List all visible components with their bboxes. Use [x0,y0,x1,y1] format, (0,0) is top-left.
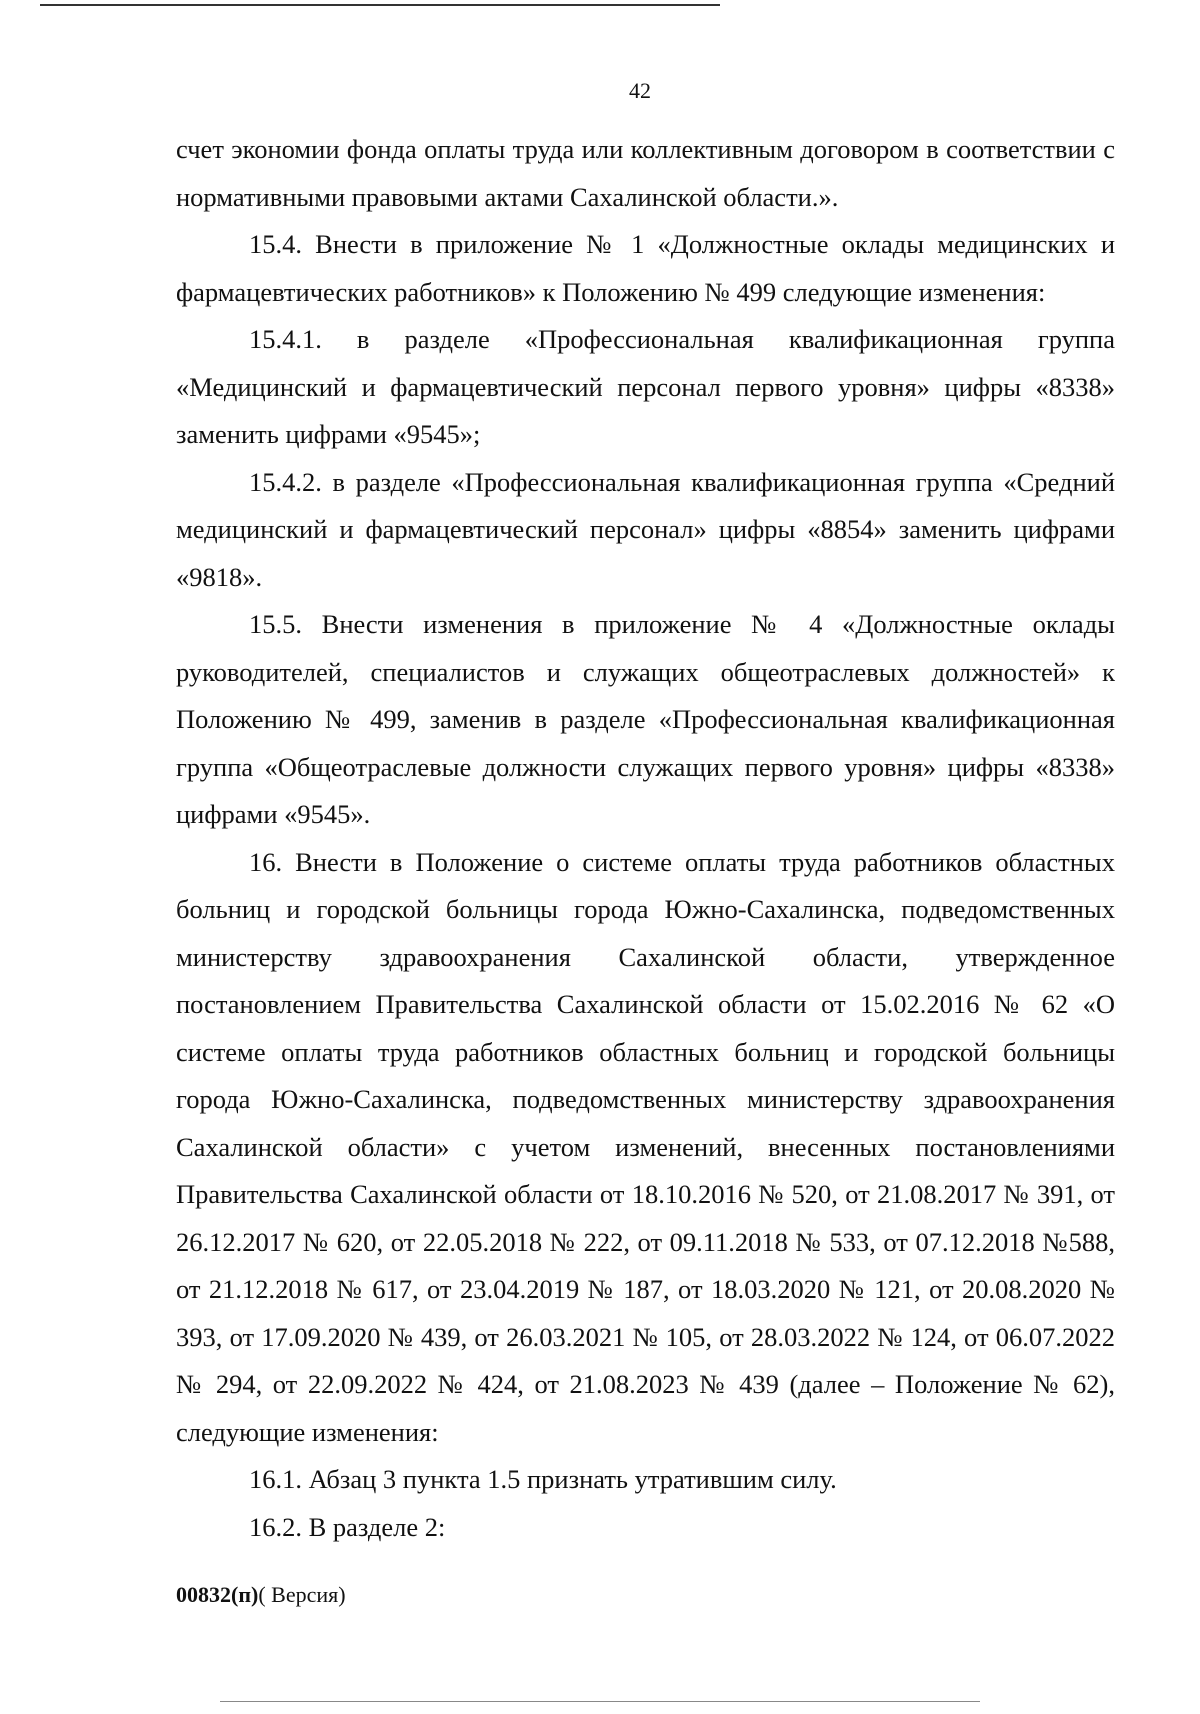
paragraph-16: 16. Внести в Положение о системе оплаты труда работников областных больниц и городской больницы города Южно-Сахалинска, подведомственных министерству здравоохранения Сахалинской области, утвержденное постановлением Правительства Сахалинской области от 15.02.2016 № 62 «О системе оплаты труда работников областных больниц и городской больницы города Южно-Сахалинска, подведомственных министерству здравоохранения Сахалинской области» с учетом изменений, внесенных постановлениями Правительства Сахалинской области от 18.10.2016 № 520, от 21.08.2017 № 391, от 26.12.2017 № 620, от 22.05.2018 № 222, от 09.11.2018 № 533, от 07.12.2018 №588, от 21.12.2018 № 617, от 23.04.2019 № 187, от 18.03.2020 № 121, от 20.08.2020 № 393, от 17.09.2020 № 439, от 26.03.2021 № 105, от 28.03.2022 № 124, от 06.07.2022 № 294, от 22.09.2022 № 424, от 21.08.2023 № 439 (далее – Положение № 62), следующие изменения: [176,846,1115,1447]
document-version: ( Версия) [258,1582,346,1607]
page-number: 42 [629,78,651,103]
document-footer [176,1582,346,1608]
paragraph-16-1: 16.1. Абзац 3 пункта 1.5 признать утратившим силу. [249,1464,837,1494]
paragraph-continuation: счет экономии фонда оплаты труда или коллективным договором в соответствии с нормативными правовыми актами Сахалинской области.». [176,134,1115,212]
paragraph-15-4-2: 15.4.2. в разделе «Профессиональная квалификационная группа «Средний медицинский и фармацевтический персонал» цифры «8854» заменить цифрами «9818». [176,466,1115,592]
paragraph-16-2: 16.2. В разделе 2: [249,1511,446,1542]
paragraph-15-5: 15.5. Внести изменения в приложение № 4 «Должностные оклады руководителей, специалистов и служащих общеотраслевых должностей» к Положению № 499, заменив в разделе «Профессиональная квалификационная группа «Общеотраслевые должности служащих первого уровня» цифры «8338» цифрами «9545». [176,609,1115,829]
paragraph-15-4-1: 15.4.1. в разделе «Профессиональная квалификационная группа «Медицинский и фармацевтический персонал первого уровня» цифры «8338» заменить цифрами «9545»; [176,324,1115,449]
bottom-scan-rule [220,1701,980,1702]
paragraph-15-4: 15.4. Внести в приложение № 1 «Должностные оклады медицинских и фармацевтических работников» к Положению № 499 следующие изменения: [176,229,1115,307]
document-body [176,126,1115,1551]
top-scan-rule [40,4,720,6]
document-code: 00832(п) [176,1582,259,1607]
